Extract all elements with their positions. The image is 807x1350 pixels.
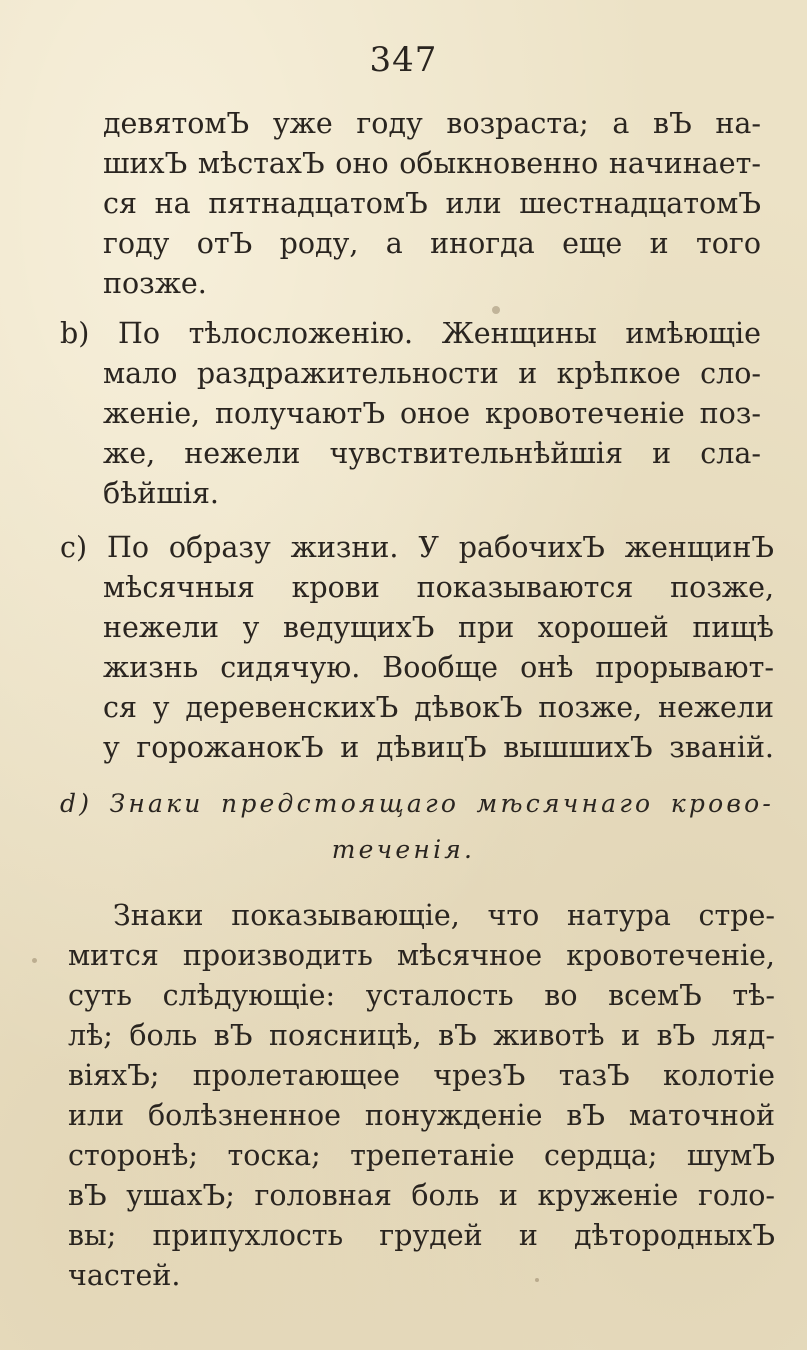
page-number: 347 bbox=[369, 40, 438, 80]
text-line: позже. bbox=[103, 267, 207, 300]
text-line: вы; припухлость грудей и дѣтородныхЪ bbox=[68, 1219, 775, 1252]
text-line: віяхЪ; пролетающее чрезЪ тазЪ колотіе bbox=[68, 1059, 775, 1092]
section-heading: d) Знаки предстоящаго мѣсячнаго крово- bbox=[60, 789, 774, 818]
text-line: ся у деревенскихЪ дѣвокЪ позже, нежели bbox=[103, 691, 774, 724]
text-line: Знаки показывающіе, что натура стре- bbox=[113, 899, 775, 932]
text-line: у горожанокЪ и дѣвицЪ вышшихЪ званій. bbox=[103, 731, 774, 764]
text-line: же, нежели чувствительнѣйшія и сла- bbox=[103, 437, 761, 470]
text-line: частей. bbox=[68, 1259, 181, 1292]
ink-speck bbox=[32, 958, 37, 963]
text-line: мится производить мѣсячное кровотеченіе, bbox=[68, 939, 775, 972]
text-line: женіе, получаютЪ оное кровотеченіе поз- bbox=[103, 397, 761, 430]
text-line: году отЪ роду, а иногда еще и того bbox=[103, 227, 761, 260]
text-line: девятомЪ уже году возраста; а вЪ на- bbox=[103, 107, 761, 140]
section-heading-continuation: теченія. bbox=[331, 835, 476, 864]
text-line: вЪ ушахЪ; головная боль и круженіе голо- bbox=[68, 1179, 775, 1212]
text-line: мало раздражительности и крѣпкое сло- bbox=[103, 357, 761, 390]
text-line: или болѣзненное понужденіе вЪ маточной bbox=[68, 1099, 775, 1132]
text-line: жизнь сидячую. Вообще онѣ прорывают- bbox=[103, 651, 774, 684]
ink-speck bbox=[535, 1278, 539, 1282]
text-line: сторонѣ; тоска; трепетаніе сердца; шумЪ bbox=[68, 1139, 775, 1172]
text-line: шихЪ мѣстахЪ оно обыкновенно начинает- bbox=[103, 147, 761, 180]
ink-speck bbox=[492, 306, 500, 314]
text-line: лѣ; боль вЪ поясницѣ, вЪ животѣ и вЪ ляд- bbox=[68, 1019, 775, 1052]
text-line: c) По образу жизни. У рабочихЪ женщинЪ bbox=[60, 531, 774, 564]
text-line: бѣйшія. bbox=[103, 477, 219, 510]
text-line: мѣсячныя крови показываются позже, bbox=[103, 571, 774, 604]
text-line: ся на пятнадцатомЪ или шестнадцатомЪ bbox=[103, 187, 761, 220]
text-line: b) По тѣлосложенію. Женщины имѣющіе bbox=[60, 317, 761, 350]
text-line: нежели у ведущихЪ при хорошей пищѣ bbox=[103, 611, 774, 644]
text-line: суть слѣдующіе: усталость во всемЪ тѣ- bbox=[68, 979, 775, 1012]
